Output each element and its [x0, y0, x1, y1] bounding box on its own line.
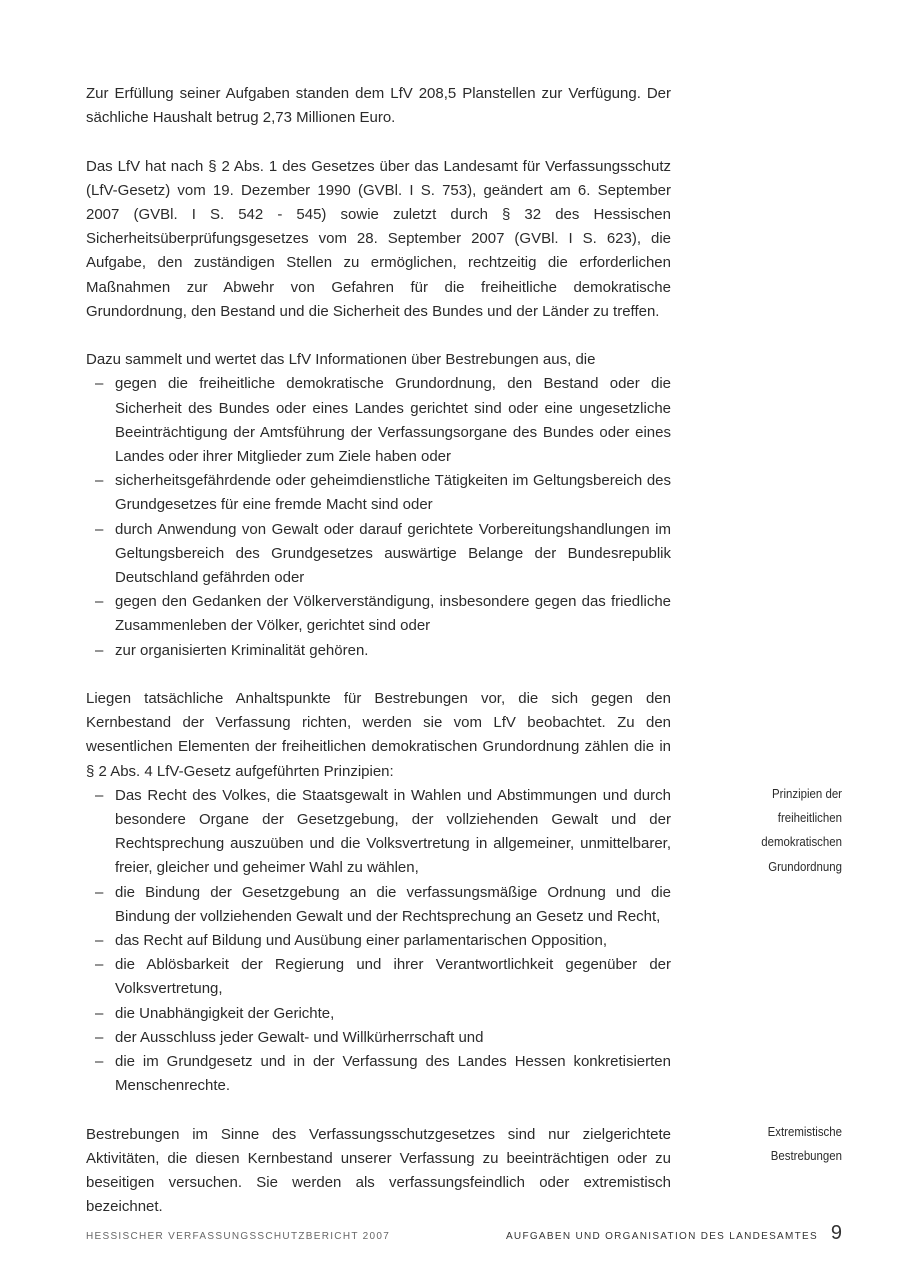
list-principles [86, 784, 671, 1099]
paragraph-principles-intro: Liegen tatsächliche Anhaltspunkte für Bestrebungen vor, die sich gegen den Kernbestand der Verfassung richten, werden sie vom LfV beobachtet. Zu den wesentlichen Elementen der freiheitlichen demokratischen Grundordnung zählen die in § 2 Abs. 4 LfV-Gesetz aufgeführten Prinzipien: [86, 690, 671, 780]
list-item: – der Ausschluss jeder Gewalt- und Willkürherrschaft und [95, 1028, 484, 1046]
list-item: – das Recht auf Bildung und Ausübung einer parlamentarischen Opposition, [95, 932, 607, 950]
list-item: – Das Recht des Volkes, die Staatsgewalt in Wahlen und Abstimmungen und durch besondere Organe der Gesetzgebung, der vollziehenden Gewalt und der Rechtsprechung auszuüben und die Volksvertretung in allgemeiner, unmittelbarer, freier, gleicher und geheimer Wahl zu wählen, [95, 786, 671, 877]
list-item: – zur organisierten Kriminalität gehören. [95, 641, 369, 659]
sidenote-principles: Prinzipien der freiheitlichen demokratischen Grundordnung [761, 786, 842, 874]
main-text [86, 82, 671, 1219]
list-item: – gegen die freiheitliche demokratische Grundordnung, den Bestand oder die Sicherheit des Bundes oder eines Landes gerichtet sind oder eine ungesetzliche Beeinträchtigung der Amtsführung der Verfassungsorgane des Bundes oder eines Landes oder ihrer Mitglieder zum Ziele haben oder [95, 375, 671, 466]
list-item: – die Ablösbarkeit der Regierung und ihrer Verantwortlichkeit gegenüber der Volksvertretung, [95, 956, 671, 998]
paragraph-budget: Zur Erfüllung seiner Aufgaben standen dem LfV 208,5 Planstellen zur Verfügung. Der sächliche Haushalt betrug 2,73 Millionen Euro. [86, 85, 671, 127]
page-number: 9 [830, 1222, 842, 1244]
footer-report-title: HESSISCHER VERFASSUNGSSCHUTZBERICHT 2007 [86, 1231, 391, 1242]
footer-chapter-title: AUFGABEN UND ORGANISATION DES LANDESAMTES [505, 1231, 818, 1242]
list-item: – die im Grundgesetz und in der Verfassung des Landes Hessen konkretisierten Menschenrechte. [95, 1053, 671, 1095]
paragraph-collection-intro: Dazu sammelt und wertet das LfV Informationen über Bestrebungen aus, die [86, 351, 596, 369]
list-item: – die Unabhängigkeit der Gerichte, [95, 1004, 335, 1022]
list-item: – gegen den Gedanken der Völkerverständigung, insbesondere gegen das friedliche Zusammenleben der Völker, gerichtet sind oder [95, 593, 671, 635]
sidenote-extremist: Extremistische Bestrebungen [767, 1124, 842, 1164]
list-item: – die Bindung der Gesetzgebung an die verfassungsmäßige Ordnung und die Bindung der vollziehenden Gewalt und der Rechtsprechung an Gesetz und Recht, [95, 883, 671, 925]
list-item: – sicherheitsgefährdende oder geheimdienstliche Tätigkeiten im Geltungsbereich des Grundgesetzes für eine fremde Macht sind oder [95, 472, 671, 514]
list-activities [86, 372, 671, 662]
paragraph-extremism: Bestrebungen im Sinne des Verfassungsschutzgesetzes sind nur zielgerichtete Aktivitäten, die diesen Kernbestand unserer Verfassung zu beeinträchtigen oder zu beseitigen versuchen. Sie werden als verfassungsfeindlich oder extremistisch bezeichnet. [86, 1125, 671, 1216]
list-item: – durch Anwendung von Gewalt oder darauf gerichtete Vorbereitungshandlungen im Geltungsbereich des Grundgesetzes auswärtige Belange der Bundesrepublik Deutschland gefährden oder [95, 520, 671, 587]
paragraph-legal-basis: Das LfV hat nach § 2 Abs. 1 des Gesetzes über das Landesamt für Verfassungsschutz (LfV-Gesetz) vom 19. Dezember 1990 (GVBl. I S. 753), geändert am 6. September 2007 (GVBl. I S. 542 - 545) sowie zuletzt durch § 32 des Hessischen Sicherheitsüberprüfungsgesetzes vom 28. September 2007 (GVBl. I S. 623), die Aufgabe, den zuständigen Stellen zu ermöglichen, rechtzeitig die erforderlichen Maßnahmen zur Abwehr von Gefahren für die freiheitliche demokratische Grundordnung, den Bestand und die Sicherheit des Bundes und der Länder zu treffen. [86, 157, 671, 320]
